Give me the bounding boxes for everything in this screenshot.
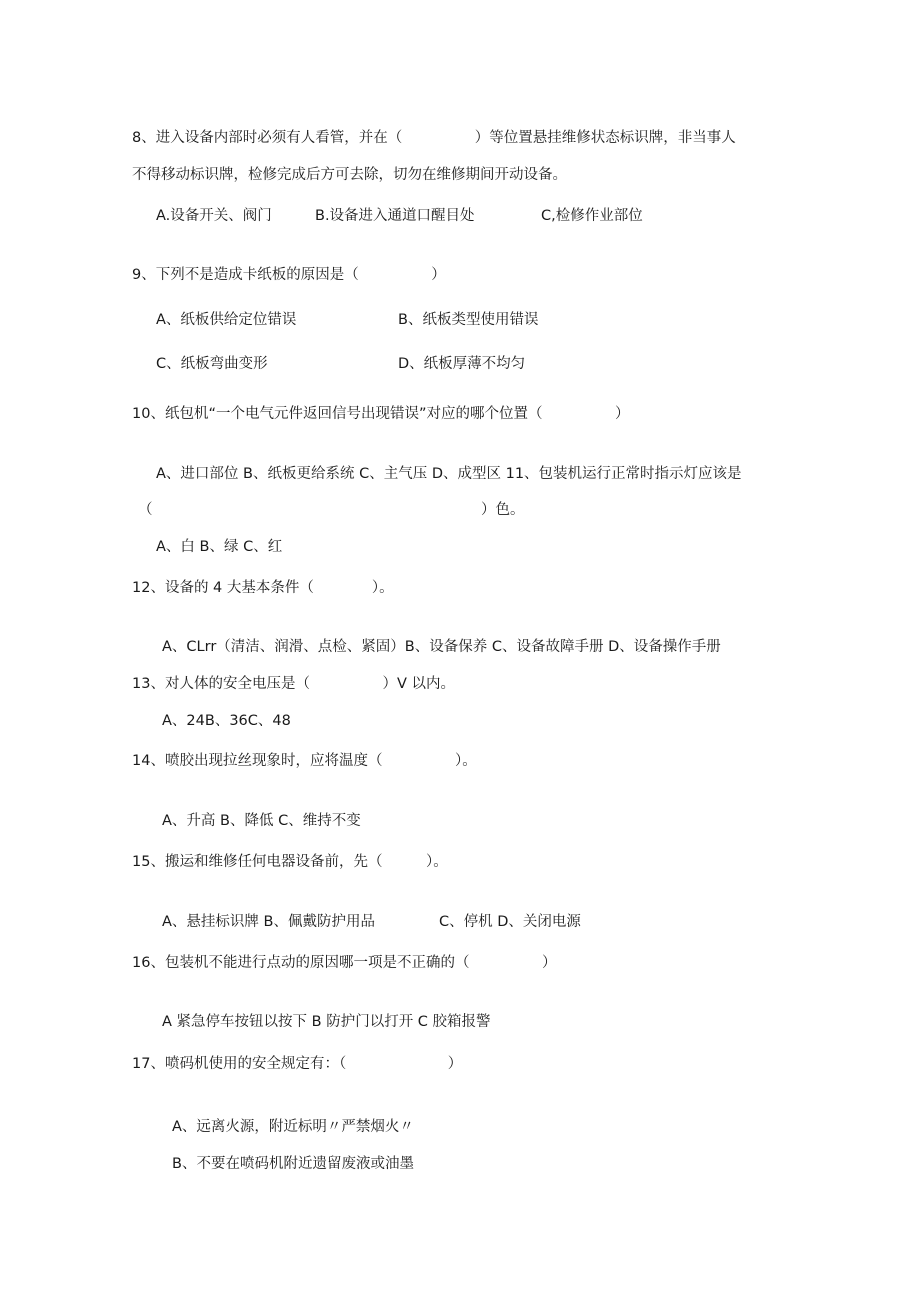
- question-10-options: A、进口部位 B、纸板更给系统 C、主气压 D、成型区 11、包装机运行正常时指示灯应该是: [156, 466, 742, 482]
- question-14: 14、喷胶出现拉丝现象时，应将温度（ ）。: [132, 753, 477, 769]
- question-13: 13、对人体的安全电压是（ ）V 以内。: [132, 676, 455, 692]
- question-11-paren-open: （: [138, 502, 153, 518]
- question-16-options: A 紧急停车按钮以按下 B 防护门以打开 C 胶箱报警: [162, 1014, 491, 1030]
- question-12-options: A、CLrr（清洁、润滑、点检、紧固）B、设备保养 C、设备故障手册 D、设备操作手册: [162, 639, 721, 655]
- question-9-option-b: B、纸板类型使用错误: [398, 312, 539, 328]
- question-15: 15、搬运和维修任何电器设备前，先（ ）。: [132, 854, 448, 870]
- question-13-options: A、24B、36C、48: [162, 713, 291, 729]
- question-8-option-a: A.设备开关、阀门: [156, 208, 272, 224]
- question-8-option-c: C,检修作业部位: [541, 208, 643, 224]
- question-9: 9、下列不是造成卡纸板的原因是（ ）: [132, 267, 446, 283]
- question-11-paren-close: ）色。: [481, 502, 525, 518]
- question-14-options: A、升高 B、降低 C、维持不变: [162, 813, 361, 829]
- question-15-options-b: C、停机 D、关闭电源: [439, 914, 581, 930]
- question-8-option-b: B.设备进入通道口醒目处: [315, 208, 475, 224]
- question-15-options-a: A、悬挂标识牌 B、佩戴防护用品: [162, 914, 375, 930]
- question-17: 17、喷码机使用的安全规定有：（ ）: [132, 1056, 463, 1072]
- question-9-option-d: D、纸板厚薄不均匀: [398, 356, 526, 372]
- question-11-options: A、白 B、绿 C、红: [156, 539, 283, 555]
- question-16: 16、包装机不能进行点动的原因哪一项是不正确的（ ）: [132, 955, 557, 971]
- question-9-option-a: A、纸板供给定位错误: [156, 312, 297, 328]
- question-17-option-a: A、远离火源，附近标明〃严禁烟火〃: [172, 1119, 414, 1135]
- question-8-line-1: 8、进入设备内部时必须有人看管，并在（ ）等位置悬挂维修状态标识牌，非当事人: [132, 130, 736, 146]
- question-8-line-2: 不得移动标识牌，检修完成后方可去除，切勿在维修期间开动设备。: [132, 167, 567, 183]
- question-10: 10、纸包机“一个电气元件返回信号出现错误”对应的哪个位置（ ）: [132, 406, 630, 422]
- question-17-option-b: B、不要在喷码机附近遗留废液或油墨: [172, 1156, 414, 1172]
- question-12: 12、设备的 4 大基本条件（ ）。: [132, 580, 394, 596]
- question-9-option-c: C、纸板弯曲变形: [156, 356, 268, 372]
